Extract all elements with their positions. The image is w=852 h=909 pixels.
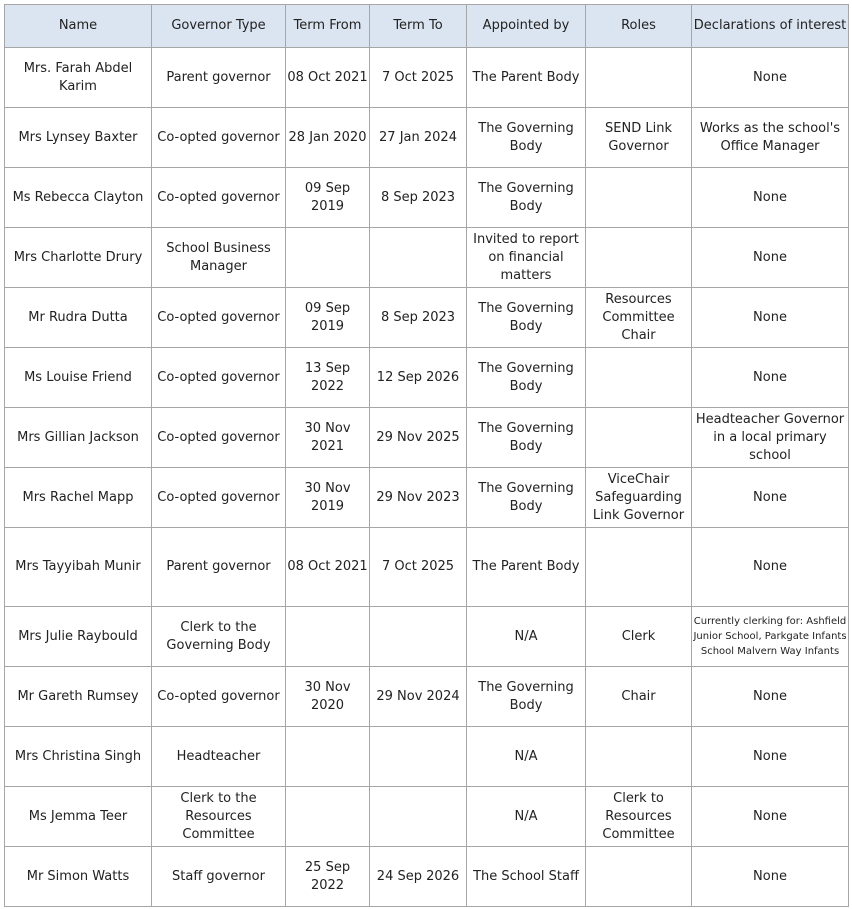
cell-governor-type: Co-opted governor <box>152 108 286 168</box>
cell-term-to: 24 Sep 2026 <box>370 847 467 907</box>
header-row <box>5 5 849 48</box>
cell-roles: Clerk to Resources Committee <box>586 787 692 847</box>
cell-name: Mr Simon Watts <box>5 847 152 907</box>
cell-governor-type: Parent governor <box>152 48 286 108</box>
header-declarations: Declarations of interest <box>692 5 849 48</box>
cell-term-from: 08 Oct 2021 <box>286 528 370 607</box>
cell-name: Mr Rudra Dutta <box>5 288 152 348</box>
table-row <box>5 288 849 348</box>
cell-term-to <box>370 228 467 288</box>
cell-appointed-by: N/A <box>467 727 586 787</box>
cell-term-from: 30 Nov 2021 <box>286 408 370 468</box>
cell-governor-type: Parent governor <box>152 528 286 607</box>
cell-roles: Chair <box>586 667 692 727</box>
cell-term-to: 27 Jan 2024 <box>370 108 467 168</box>
governors-table <box>4 4 849 907</box>
cell-term-from: 30 Nov 2020 <box>286 667 370 727</box>
cell-term-to <box>370 787 467 847</box>
cell-name: Mrs. Farah Abdel Karim <box>5 48 152 108</box>
cell-term-from <box>286 787 370 847</box>
cell-name: Ms Rebecca Clayton <box>5 168 152 228</box>
table-row <box>5 787 849 847</box>
table-row <box>5 847 849 907</box>
cell-declarations: Works as the school's Office Manager <box>692 108 849 168</box>
cell-appointed-by: Invited to report on financial matters <box>467 228 586 288</box>
cell-appointed-by: The Governing Body <box>467 667 586 727</box>
cell-appointed-by: The Governing Body <box>467 468 586 528</box>
cell-appointed-by: N/A <box>467 787 586 847</box>
cell-appointed-by: The Governing Body <box>467 168 586 228</box>
cell-appointed-by: N/A <box>467 607 586 667</box>
cell-term-from <box>286 228 370 288</box>
cell-name: Mrs Charlotte Drury <box>5 228 152 288</box>
cell-declarations: Currently clerking for: Ashfield Junior School, Parkgate Infants School Malvern Way Infants <box>692 607 849 667</box>
cell-name: Mrs Julie Raybould <box>5 607 152 667</box>
header-term-to: Term To <box>370 5 467 48</box>
cell-term-to: 7 Oct 2025 <box>370 48 467 108</box>
cell-governor-type: Headteacher <box>152 727 286 787</box>
cell-name: Mrs Tayyibah Munir <box>5 528 152 607</box>
cell-term-to: 29 Nov 2025 <box>370 408 467 468</box>
cell-term-to <box>370 607 467 667</box>
cell-term-from: 09 Sep 2019 <box>286 168 370 228</box>
cell-name: Mrs Gillian Jackson <box>5 408 152 468</box>
cell-appointed-by: The Governing Body <box>467 108 586 168</box>
cell-term-from <box>286 607 370 667</box>
cell-declarations: None <box>692 847 849 907</box>
cell-declarations: Headteacher Governor in a local primary school <box>692 408 849 468</box>
table-row <box>5 168 849 228</box>
cell-declarations: None <box>692 787 849 847</box>
table-row <box>5 108 849 168</box>
cell-appointed-by: The Governing Body <box>467 408 586 468</box>
cell-roles <box>586 348 692 408</box>
cell-term-from: 09 Sep 2019 <box>286 288 370 348</box>
cell-declarations: None <box>692 48 849 108</box>
cell-declarations: None <box>692 348 849 408</box>
cell-declarations: None <box>692 528 849 607</box>
cell-roles: ViceChair Safeguarding Link Governor <box>586 468 692 528</box>
cell-name: Mrs Lynsey Baxter <box>5 108 152 168</box>
cell-term-to: 8 Sep 2023 <box>370 288 467 348</box>
cell-appointed-by: The School Staff <box>467 847 586 907</box>
cell-name: Ms Jemma Teer <box>5 787 152 847</box>
table-row <box>5 468 849 528</box>
cell-term-to <box>370 727 467 787</box>
cell-appointed-by: The Governing Body <box>467 288 586 348</box>
cell-governor-type: Staff governor <box>152 847 286 907</box>
cell-appointed-by: The Parent Body <box>467 48 586 108</box>
cell-term-to: 8 Sep 2023 <box>370 168 467 228</box>
cell-roles <box>586 48 692 108</box>
table-row <box>5 607 849 667</box>
table-row <box>5 228 849 288</box>
cell-term-to: 29 Nov 2023 <box>370 468 467 528</box>
cell-appointed-by: The Governing Body <box>467 348 586 408</box>
cell-term-to: 29 Nov 2024 <box>370 667 467 727</box>
cell-term-from: 08 Oct 2021 <box>286 48 370 108</box>
cell-governor-type: Co-opted governor <box>152 408 286 468</box>
header-name: Name <box>5 5 152 48</box>
cell-governor-type: Clerk to the Governing Body <box>152 607 286 667</box>
cell-governor-type: Co-opted governor <box>152 168 286 228</box>
cell-governor-type: Co-opted governor <box>152 468 286 528</box>
header-roles: Roles <box>586 5 692 48</box>
cell-governor-type: Co-opted governor <box>152 667 286 727</box>
cell-declarations: None <box>692 667 849 727</box>
cell-declarations: None <box>692 228 849 288</box>
cell-term-from: 13 Sep 2022 <box>286 348 370 408</box>
cell-term-from: 25 Sep 2022 <box>286 847 370 907</box>
cell-declarations: None <box>692 468 849 528</box>
header-term-from: Term From <box>286 5 370 48</box>
cell-roles <box>586 408 692 468</box>
cell-roles: SEND Link Governor <box>586 108 692 168</box>
cell-term-from: 28 Jan 2020 <box>286 108 370 168</box>
cell-roles: Clerk <box>586 607 692 667</box>
cell-roles <box>586 528 692 607</box>
table-row <box>5 727 849 787</box>
header-governor-type: Governor Type <box>152 5 286 48</box>
cell-declarations: None <box>692 168 849 228</box>
cell-declarations: None <box>692 727 849 787</box>
table-row <box>5 348 849 408</box>
cell-governor-type: Clerk to the Resources Committee <box>152 787 286 847</box>
header-appointed-by: Appointed by <box>467 5 586 48</box>
cell-roles <box>586 847 692 907</box>
cell-appointed-by: The Parent Body <box>467 528 586 607</box>
cell-name: Mrs Christina Singh <box>5 727 152 787</box>
cell-governor-type: Co-opted governor <box>152 348 286 408</box>
table-row <box>5 667 849 727</box>
cell-roles <box>586 228 692 288</box>
cell-name: Mrs Rachel Mapp <box>5 468 152 528</box>
cell-declarations: None <box>692 288 849 348</box>
cell-governor-type: Co-opted governor <box>152 288 286 348</box>
cell-roles <box>586 727 692 787</box>
table-row <box>5 48 849 108</box>
cell-term-from: 30 Nov 2019 <box>286 468 370 528</box>
cell-roles <box>586 168 692 228</box>
cell-roles: Resources Committee Chair <box>586 288 692 348</box>
cell-name: Ms Louise Friend <box>5 348 152 408</box>
table-row <box>5 408 849 468</box>
cell-term-from <box>286 727 370 787</box>
cell-term-to: 12 Sep 2026 <box>370 348 467 408</box>
cell-term-to: 7 Oct 2025 <box>370 528 467 607</box>
table-row <box>5 528 849 607</box>
cell-governor-type: School Business Manager <box>152 228 286 288</box>
cell-name: Mr Gareth Rumsey <box>5 667 152 727</box>
